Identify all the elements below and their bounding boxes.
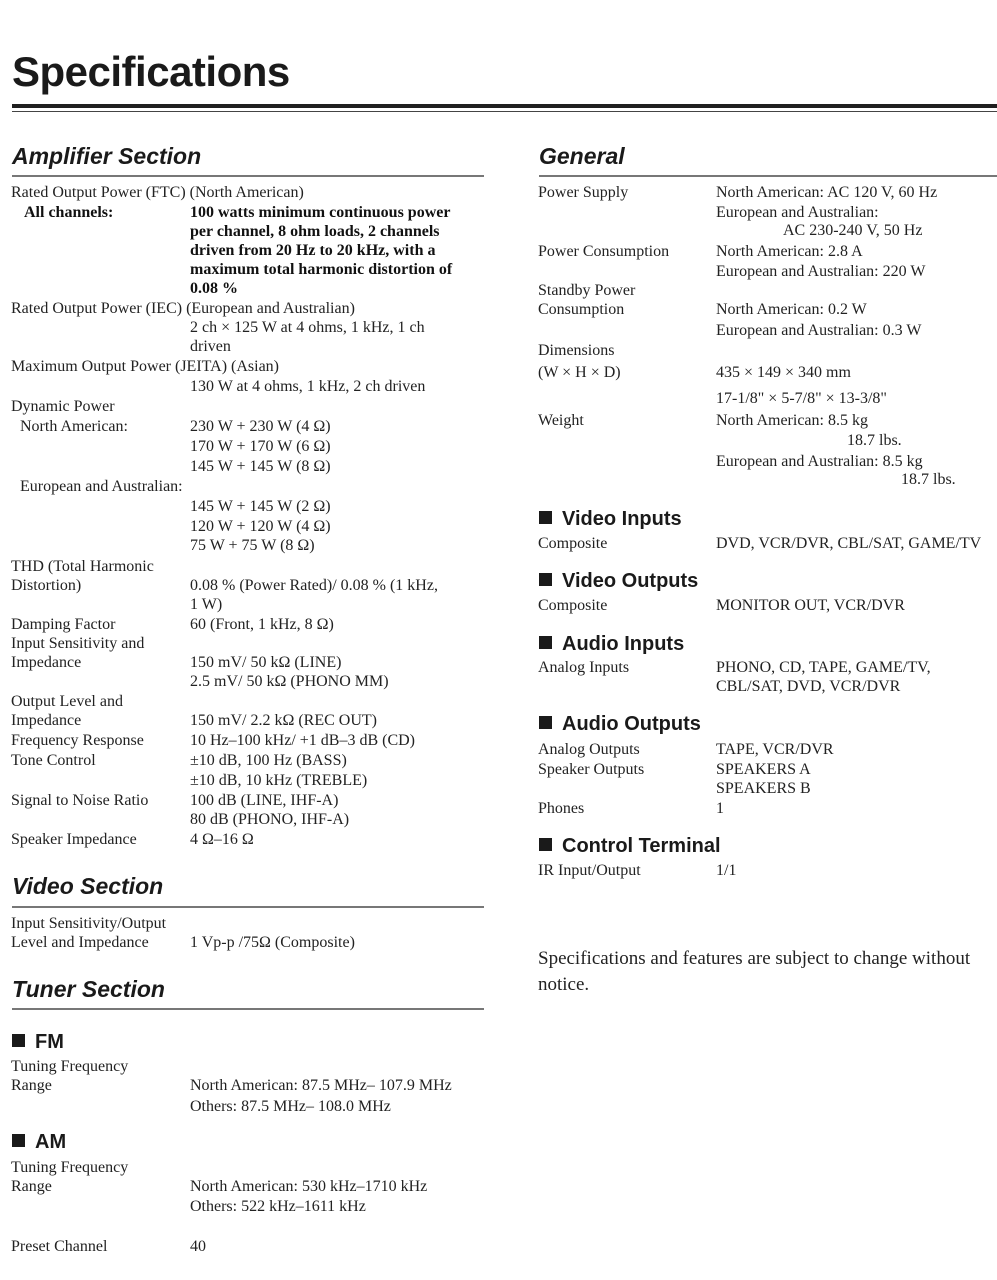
standby-label-1: Standby Power bbox=[538, 282, 636, 299]
square-bullet-icon bbox=[12, 1034, 25, 1047]
dynamic-eu-value-1: 145 W + 145 W (2 Ω) bbox=[190, 498, 331, 515]
max-jeita-label: Maximum Output Power (JEITA) (Asian) bbox=[11, 358, 280, 375]
square-bullet-icon bbox=[539, 573, 552, 586]
thd-value-1: 0.08 % (Power Rated)/ 0.08 % (1 kHz, bbox=[190, 577, 438, 594]
freq-resp-label: Frequency Response bbox=[11, 732, 144, 749]
tuner-section-rule bbox=[12, 1008, 484, 1010]
standby-label-2: Consumption bbox=[538, 301, 625, 318]
power-supply-label: Power Supply bbox=[538, 184, 629, 201]
amplifier-section-heading: Amplifier Section bbox=[12, 143, 202, 169]
tone-value-2: ±10 dB, 10 kHz (TREBLE) bbox=[190, 772, 368, 789]
am-label-2: Range bbox=[11, 1178, 52, 1195]
preset-label: Preset Channel bbox=[11, 1238, 108, 1255]
tuner-section-heading: Tuner Section bbox=[12, 976, 165, 1002]
power-consumption-label: Power Consumption bbox=[538, 243, 670, 260]
amplifier-section-rule bbox=[12, 175, 484, 177]
dynamic-eu-value-2: 120 W + 120 W (4 Ω) bbox=[190, 518, 331, 535]
tone-label: Tone Control bbox=[11, 752, 96, 769]
audio-inputs-label: Analog Inputs bbox=[538, 659, 630, 676]
square-bullet-icon bbox=[539, 716, 552, 729]
control-terminal-value: 1/1 bbox=[716, 862, 737, 879]
page-title: Specifications bbox=[12, 48, 290, 95]
am-heading-text: AM bbox=[35, 1131, 67, 1153]
rated-ftc-value-1: 100 watts minimum continuous power bbox=[190, 204, 451, 221]
am-value-1: North American: 530 kHz–1710 kHz bbox=[190, 1178, 428, 1195]
power-supply-value-1: North American: AC 120 V, 60 Hz bbox=[716, 184, 938, 201]
square-bullet-icon bbox=[539, 511, 552, 524]
video-outputs-label: Composite bbox=[538, 597, 608, 614]
thd-label-2: Distortion) bbox=[11, 577, 82, 594]
analog-outputs-label: Analog Outputs bbox=[538, 741, 640, 758]
rated-ftc-sub-label: All channels: bbox=[24, 204, 114, 221]
phones-value: 1 bbox=[716, 800, 724, 817]
control-terminal-label: IR Input/Output bbox=[538, 862, 641, 879]
control-terminal-heading bbox=[539, 835, 721, 858]
damping-label: Damping Factor bbox=[11, 616, 116, 633]
phones-label: Phones bbox=[538, 800, 585, 817]
dynamic-na-value-2: 170 W + 170 W (6 Ω) bbox=[190, 438, 331, 455]
output-level-label-2: Impedance bbox=[11, 712, 82, 729]
video-value: 1 Vp-p /75Ω (Composite) bbox=[190, 934, 355, 951]
video-section-rule bbox=[12, 906, 484, 908]
title-rule-thin bbox=[12, 111, 997, 112]
am-label-1: Tuning Frequency bbox=[11, 1159, 129, 1176]
snr-value-1: 100 dB (LINE, IHF-A) bbox=[190, 792, 339, 809]
fm-value-1: North American: 87.5 MHz– 107.9 MHz bbox=[190, 1077, 452, 1094]
dimensions-value-2: 17-1/8" × 5-7/8" × 13-3/8" bbox=[716, 390, 887, 407]
video-inputs-value: DVD, VCR/DVR, CBL/SAT, GAME/TV bbox=[716, 535, 982, 552]
dimensions-value-1: 435 × 149 × 340 mm bbox=[716, 364, 851, 381]
video-inputs-heading-text: Video Inputs bbox=[562, 508, 682, 530]
weight-eu-lbs: 18.7 lbs. bbox=[901, 471, 956, 488]
snr-value-2: 80 dB (PHONO, IHF-A) bbox=[190, 811, 350, 828]
rated-ftc-value-4: maximum total harmonic distortion of bbox=[190, 261, 453, 278]
fm-value-2: Others: 87.5 MHz– 108.0 MHz bbox=[190, 1098, 391, 1115]
tone-value-1: ±10 dB, 100 Hz (BASS) bbox=[190, 752, 347, 769]
square-bullet-icon bbox=[539, 636, 552, 649]
damping-value: 60 (Front, 1 kHz, 8 Ω) bbox=[190, 616, 334, 633]
video-inputs-label: Composite bbox=[538, 535, 608, 552]
video-outputs-heading-text: Video Outputs bbox=[562, 570, 699, 592]
output-level-value: 150 mV/ 2.2 kΩ (REC OUT) bbox=[190, 712, 377, 729]
dimensions-label-1: Dimensions bbox=[538, 342, 615, 359]
rated-ftc-value-3: driven from 20 Hz to 20 kHz, with a bbox=[190, 242, 436, 259]
am-heading bbox=[12, 1131, 66, 1154]
freq-resp-value: 10 Hz–100 kHz/ +1 dB–3 dB (CD) bbox=[190, 732, 416, 749]
dynamic-eu-label: European and Australian: bbox=[20, 478, 183, 495]
fm-label-2: Range bbox=[11, 1077, 52, 1094]
dynamic-na-value-1: 230 W + 230 W (4 Ω) bbox=[190, 418, 331, 435]
snr-label: Signal to Noise Ratio bbox=[11, 792, 149, 809]
rated-ftc-label: Rated Output Power (FTC) (North American) bbox=[11, 184, 304, 201]
power-consumption-value-1: North American: 2.8 A bbox=[716, 243, 863, 260]
output-level-label-1: Output Level and bbox=[11, 693, 123, 710]
video-label-2: Level and Impedance bbox=[11, 934, 149, 951]
standby-value-1: North American: 0.2 W bbox=[716, 301, 867, 318]
audio-inputs-heading bbox=[539, 633, 684, 656]
power-consumption-value-2: European and Australian: 220 W bbox=[716, 263, 926, 280]
notice-line-2: notice. bbox=[538, 974, 590, 995]
video-section-heading: Video Section bbox=[12, 873, 164, 899]
video-outputs-value: MONITOR OUT, VCR/DVR bbox=[716, 597, 905, 614]
fm-label-1: Tuning Frequency bbox=[11, 1058, 129, 1075]
power-supply-value-2: European and Australian: bbox=[716, 204, 879, 221]
input-sens-label-2: Impedance bbox=[11, 654, 82, 671]
rated-iec-value-2: driven bbox=[190, 338, 231, 355]
general-section-rule bbox=[539, 175, 997, 177]
speaker-imp-label: Speaker Impedance bbox=[11, 831, 137, 848]
audio-outputs-heading bbox=[539, 713, 701, 736]
audio-inputs-value-2: CBL/SAT, DVD, VCR/DVR bbox=[716, 678, 901, 695]
max-jeita-value: 130 W at 4 ohms, 1 kHz, 2 ch driven bbox=[190, 378, 426, 395]
dimensions-label-2: (W × H × D) bbox=[538, 364, 621, 381]
input-sens-value-1: 150 mV/ 50 kΩ (LINE) bbox=[190, 654, 342, 671]
rated-iec-label: Rated Output Power (IEC) (European and Australian) bbox=[11, 300, 355, 317]
am-value-2: Others: 522 kHz–1611 kHz bbox=[190, 1198, 366, 1215]
notice-line-1: Specifications and features are subject to change without bbox=[538, 948, 971, 969]
fm-heading-text: FM bbox=[35, 1031, 64, 1053]
fm-heading bbox=[12, 1031, 64, 1054]
title-rule-thick bbox=[12, 104, 997, 108]
dynamic-na-value-3: 145 W + 145 W (8 Ω) bbox=[190, 458, 331, 475]
input-sens-value-2: 2.5 mV/ 50 kΩ (PHONO MM) bbox=[190, 673, 389, 690]
audio-inputs-heading-text: Audio Inputs bbox=[562, 633, 685, 655]
weight-na: North American: 8.5 kg bbox=[716, 412, 868, 429]
analog-outputs-value: TAPE, VCR/DVR bbox=[716, 741, 834, 758]
weight-eu: European and Australian: 8.5 kg bbox=[716, 453, 923, 470]
video-label-1: Input Sensitivity/Output bbox=[11, 915, 167, 932]
thd-label-1: THD (Total Harmonic bbox=[11, 558, 154, 575]
rated-ftc-value-5: 0.08 % bbox=[190, 280, 238, 297]
general-section-heading: General bbox=[539, 143, 625, 169]
square-bullet-icon bbox=[539, 838, 552, 851]
audio-outputs-heading-text: Audio Outputs bbox=[562, 713, 701, 735]
power-supply-value-3: AC 230-240 V, 50 Hz bbox=[783, 222, 923, 239]
weight-label: Weight bbox=[538, 412, 584, 429]
thd-value-2: 1 W) bbox=[190, 596, 223, 613]
audio-inputs-value-1: PHONO, CD, TAPE, GAME/TV, bbox=[716, 659, 931, 676]
video-outputs-heading bbox=[539, 570, 698, 593]
input-sens-label-1: Input Sensitivity and bbox=[11, 635, 145, 652]
preset-value: 40 bbox=[190, 1238, 206, 1255]
video-inputs-heading bbox=[539, 508, 682, 531]
control-terminal-heading-text: Control Terminal bbox=[562, 835, 721, 857]
dynamic-power-label: Dynamic Power bbox=[11, 398, 115, 415]
speaker-imp-value: 4 Ω–16 Ω bbox=[190, 831, 254, 848]
rated-iec-value-1: 2 ch × 125 W at 4 ohms, 1 kHz, 1 ch bbox=[190, 319, 425, 336]
speaker-outputs-value-1: SPEAKERS A bbox=[716, 761, 811, 778]
dynamic-na-label: North American: bbox=[20, 418, 128, 435]
standby-value-2: European and Australian: 0.3 W bbox=[716, 322, 922, 339]
speaker-outputs-value-2: SPEAKERS B bbox=[716, 780, 811, 797]
dynamic-eu-value-3: 75 W + 75 W (8 Ω) bbox=[190, 537, 315, 554]
rated-ftc-value-2: per channel, 8 ohm loads, 2 channels bbox=[190, 223, 440, 240]
weight-na-lbs: 18.7 lbs. bbox=[847, 432, 902, 449]
square-bullet-icon bbox=[12, 1134, 25, 1147]
speaker-outputs-label: Speaker Outputs bbox=[538, 761, 645, 778]
